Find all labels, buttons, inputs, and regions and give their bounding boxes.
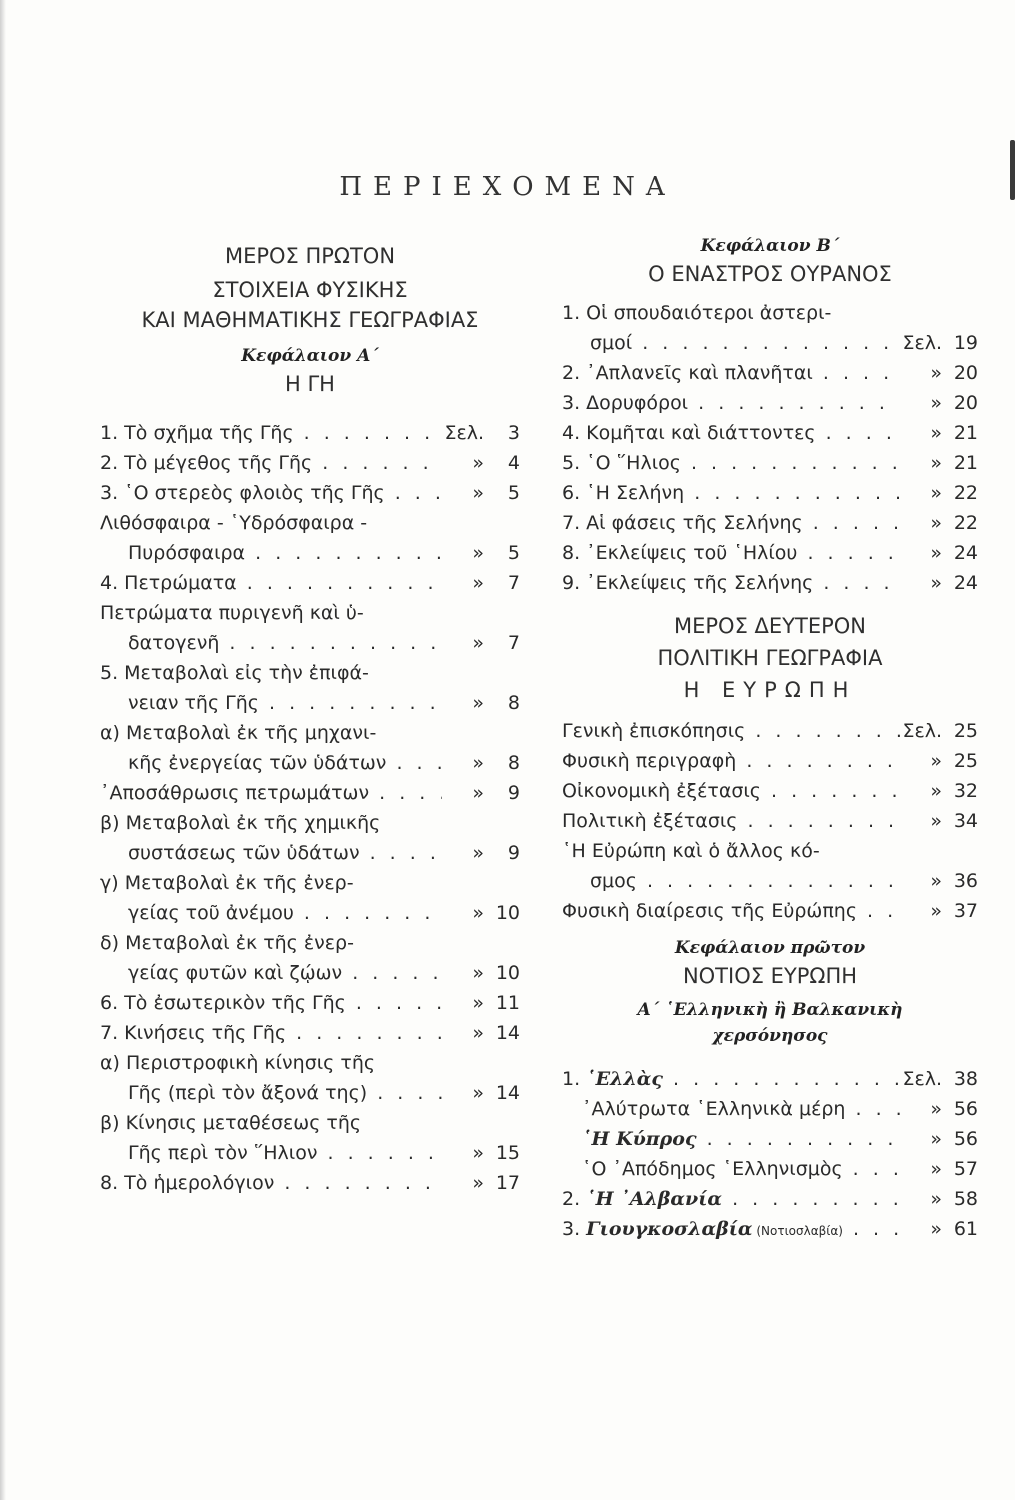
toc-entry-text: ῾Η Κύπρος . . . [582, 1124, 900, 1154]
toc-page-marker: » [930, 810, 942, 832]
toc-page-number: 56 [953, 1128, 978, 1150]
toc-page-marker: » [472, 752, 484, 774]
toc-entry-line: β) Κίνησις μεταθέσεως τῆς [100, 1112, 362, 1134]
part-subtitle-1: ΣΤΟΙΧΕΙΑ ΦΥΣΙΚΗΣ [212, 278, 408, 302]
toc-entry-text: 6. ῾Η Σελήνη . . . [562, 478, 900, 508]
toc-entry-text: 7. Κινήσεις τῆς Γῆς . . . [100, 1018, 442, 1048]
toc-entry [100, 478, 520, 508]
toc-page-marker: » [930, 512, 942, 534]
toc-page-marker: Σελ. [902, 720, 942, 742]
toc-list [562, 716, 978, 926]
toc-page-marker: » [472, 992, 484, 1014]
toc-page-marker: » [930, 542, 942, 564]
toc-page-marker: Σελ. [902, 332, 942, 354]
toc-list [562, 1064, 978, 1246]
toc-page-number: 57 [953, 1158, 978, 1180]
toc-entry [562, 776, 978, 806]
toc-entry [100, 838, 520, 868]
toc-entry-line: α) Μεταβολαὶ ἐκ τῆς μηχανι- [100, 722, 377, 744]
toc-entry-line: Πετρώματα πυριγενῆ καὶ ὑ- [100, 602, 364, 624]
toc-page-number: 17 [495, 1172, 520, 1194]
toc-entry-line: δ) Μεταβολαὶ ἐκ τῆς ἐνερ- [100, 932, 354, 954]
toc-page-number: 20 [953, 392, 978, 414]
toc-page-marker: » [472, 482, 484, 504]
toc-entry [562, 1124, 978, 1154]
toc-page-number: 61 [953, 1218, 978, 1240]
toc-entry-text: 2. ῾Η ᾿Αλβανία . . . [562, 1184, 900, 1214]
toc-page-marker: » [930, 900, 942, 922]
section-a-title-2: χερσόνησος [712, 1026, 828, 1046]
toc-entry [100, 448, 520, 478]
toc-list [562, 298, 978, 598]
toc-page-number: 20 [953, 362, 978, 384]
toc-page-number: 58 [953, 1188, 978, 1210]
toc-entry [100, 688, 520, 718]
toc-entry-text: σμοί . . . [590, 328, 900, 358]
toc-entry [562, 328, 978, 358]
toc-entry [562, 1094, 978, 1124]
toc-page-marker: Σελ. [902, 1068, 942, 1090]
chapter3-label: Κεφάλαιον πρῶτον [674, 938, 866, 958]
part2-title: ΜΕΡΟΣ ΔΕΥΤΕΡΟΝ [674, 614, 866, 638]
toc-entry [100, 958, 520, 988]
page-title: ΠΕΡΙΕΧΟΜΕΝΑ [339, 172, 676, 202]
toc-entry [100, 418, 520, 448]
toc-page-number: 34 [953, 810, 978, 832]
toc-page-marker: » [472, 962, 484, 984]
toc-entry [100, 1138, 520, 1168]
toc-entry-text: Γῆς (περὶ τὸν ἄξονά της) . . . [128, 1078, 442, 1108]
toc-page-number: 24 [953, 542, 978, 564]
toc-entry [562, 716, 978, 746]
toc-entry [562, 866, 978, 896]
toc-page-number: 14 [495, 1082, 520, 1104]
toc-entry [562, 568, 978, 598]
toc-entry-text: γείας τοῦ ἀνέμου . . . [128, 898, 442, 928]
toc-page-number: 7 [507, 572, 520, 594]
toc-entry [100, 1078, 520, 1108]
toc-entry [100, 628, 520, 658]
toc-page-marker: » [930, 572, 942, 594]
toc-entry-text: 5. ῾Ο ῞Ηλιος . . . [562, 448, 900, 478]
toc-page-marker: » [930, 780, 942, 802]
toc-entry [562, 538, 978, 568]
toc-page-marker: » [930, 422, 942, 444]
toc-page-number: 9 [507, 842, 520, 864]
toc-entry [100, 778, 520, 808]
toc-page-marker: » [930, 750, 942, 772]
toc-entry [562, 1184, 978, 1214]
toc-entry-text: σμος . . . [590, 866, 900, 896]
toc-entry [562, 358, 978, 388]
toc-page-number: 36 [953, 870, 978, 892]
chapter-title: Ο ΕΝΑΣΤΡΟΣ ΟΥΡΑΝΟΣ [648, 262, 892, 286]
toc-page-marker: » [472, 1082, 484, 1104]
toc-page-marker: » [472, 632, 484, 654]
toc-entry-text: Οἰκονομικὴ ἐξέτασις . . . [562, 776, 900, 806]
toc-entry [562, 746, 978, 776]
toc-page-number: 4 [507, 452, 520, 474]
toc-page-number: 9 [507, 782, 520, 804]
toc-page-marker: » [930, 1188, 942, 1210]
toc-page-marker: Σελ. [444, 422, 484, 444]
toc-entry-line: 1. Οἱ σπουδαιότεροι ἀστερι- [562, 302, 832, 324]
toc-entry [562, 508, 978, 538]
toc-page-number: 19 [953, 332, 978, 354]
toc-entry [100, 568, 520, 598]
toc-entry-text: 6. Τὸ ἐσωτερικὸν τῆς Γῆς . . . [100, 988, 442, 1018]
toc-entry-text: 3. Γιουγκοσλαβία (Νοτιοσλαβία) . . . [562, 1214, 900, 1246]
toc-entry-text: 9. ᾿Εκλείψεις τῆς Σελήνης . . . [562, 568, 900, 598]
part2-region: Η ΕΥΡΩΠΗ [683, 678, 857, 702]
toc-entry-text: Φυσικὴ περιγραφὴ . . . [562, 746, 900, 776]
toc-entry-line: 5. Μεταβολαὶ εἰς τὴν ἐπιφά- [100, 662, 369, 684]
toc-entry-text: Γενικὴ ἐπισκόπησις . . . [562, 716, 900, 746]
toc-page-marker: » [472, 1172, 484, 1194]
toc-page-number: 8 [507, 752, 520, 774]
toc-page-number: 5 [507, 542, 520, 564]
toc-page-marker: » [472, 452, 484, 474]
toc-entry-text: 8. Τὸ ἡμερολόγιον . . . [100, 1168, 442, 1198]
toc-page-marker: » [930, 1098, 942, 1120]
toc-entry-text: 4. Κομῆται καὶ διάττοντες . . . [562, 418, 900, 448]
page-edge-shadow [0, 0, 6, 1500]
toc-entry-line: α) Περιστροφικὴ κίνησις τῆς [100, 1052, 376, 1074]
section-a-title: Α΄ ῾Ελληνικὴ ἢ Βαλκανικὴ [637, 1000, 903, 1020]
toc-entry [562, 806, 978, 836]
toc-page-number: 7 [507, 632, 520, 654]
toc-page-marker: » [472, 842, 484, 864]
toc-page-number: 32 [953, 780, 978, 802]
part2-subtitle: ΠΟΛΙΤΙΚΗ ΓΕΩΓΡΑΦΙΑ [657, 646, 883, 670]
toc-page-marker: » [472, 572, 484, 594]
toc-entry-text: ῾Ο ᾿Απόδημος ῾Ελληνισμὸς . . . [582, 1154, 900, 1184]
toc-page-marker: » [472, 782, 484, 804]
toc-entry-text: συστάσεως τῶν ὑδάτων . . . [128, 838, 442, 868]
chapter-label: Κεφάλαιον Α΄ [241, 346, 379, 366]
toc-page-marker: » [930, 1128, 942, 1150]
toc-entry-text: κῆς ἐνεργείας τῶν ὑδάτων . . . [128, 748, 442, 778]
toc-page-marker: » [472, 1142, 484, 1164]
toc-entry-text: Πυρόσφαιρα . . . [128, 538, 442, 568]
toc-list [100, 418, 520, 1198]
toc-page-marker: » [930, 1158, 942, 1180]
toc-entry-text: Γῆς περὶ τὸν ῞Ηλιον . . . [128, 1138, 442, 1168]
toc-page-number: 15 [495, 1142, 520, 1164]
toc-entry [562, 448, 978, 478]
toc-entry-text: 1. ῾Ελλὰς . . . [562, 1064, 900, 1094]
toc-entry-line: γ) Μεταβολαὶ ἐκ τῆς ἐνερ- [100, 872, 354, 894]
toc-entry-text: δατογενῆ . . . [128, 628, 442, 658]
toc-page-number: 24 [953, 572, 978, 594]
toc-page-marker: » [930, 1218, 942, 1240]
toc-entry [562, 1154, 978, 1184]
part-title: ΜΕΡΟΣ ΠΡΩΤΟΝ [224, 244, 396, 268]
toc-entry-text: νειαν τῆς Γῆς . . . [128, 688, 442, 718]
toc-page-number: 21 [953, 452, 978, 474]
toc-page-number: 10 [495, 902, 520, 924]
toc-entry-text: Φυσικὴ διαίρεσις τῆς Εὐρώπης . . . [562, 896, 900, 926]
toc-entry [562, 388, 978, 418]
toc-entry [562, 418, 978, 448]
toc-entry [562, 478, 978, 508]
toc-entry-note: (Νοτιοσλαβία) [752, 1224, 843, 1238]
toc-entry [100, 898, 520, 928]
toc-page-number: 14 [495, 1022, 520, 1044]
toc-page-marker: » [472, 1022, 484, 1044]
toc-entry-text: Πολιτικὴ ἐξέτασις . . . [562, 806, 900, 836]
toc-page-marker: » [930, 362, 942, 384]
toc-page-marker: » [930, 392, 942, 414]
toc-page-marker: » [930, 482, 942, 504]
toc-entry [562, 1214, 978, 1246]
toc-entry-text: 3. Δορυφόροι . . . [562, 388, 900, 418]
toc-page-marker: » [930, 870, 942, 892]
toc-entry-line: ῾Η Εὐρώπη καὶ ὁ ἄλλος κό- [562, 840, 820, 862]
toc-entry-line: β) Μεταβολαὶ ἐκ τῆς χημικῆς [100, 812, 381, 834]
toc-page-marker: » [472, 692, 484, 714]
toc-entry [100, 1168, 520, 1198]
toc-page-marker: » [472, 542, 484, 564]
chapter-title: Η ΓΗ [285, 372, 335, 396]
toc-page-number: 22 [953, 512, 978, 534]
toc-page-number: 5 [507, 482, 520, 504]
toc-entry-text: 3. ῾Ο στερεὸς φλοιὸς τῆς Γῆς . . . [100, 478, 442, 508]
toc-page-number: 11 [495, 992, 520, 1014]
toc-entry-text: 8. ᾿Εκλείψεις τοῦ ῾Ηλίου . . . [562, 538, 900, 568]
toc-page-number: 10 [495, 962, 520, 984]
chapter3-title: ΝΟΤΙΟΣ ΕΥΡΩΠΗ [682, 964, 858, 988]
toc-page-number: 3 [507, 422, 520, 444]
toc-entry [100, 538, 520, 568]
toc-page-number: 21 [953, 422, 978, 444]
toc-page-number: 25 [953, 750, 978, 772]
toc-entry-line: Λιθόσφαιρα - ῾Υδρόσφαιρα - [100, 512, 368, 534]
part-subtitle-2: ΚΑΙ ΜΑΘΗΜΑΤΙΚΗΣ ΓΕΩΓΡΑΦΙΑΣ [141, 308, 479, 332]
toc-entry [562, 896, 978, 926]
left-column [100, 236, 520, 1198]
toc-entry-text: 2. ᾿Απλανεῖς καὶ πλανῆται . . . [562, 358, 900, 388]
chapter-label: Κεφάλαιον Β΄ [700, 236, 840, 256]
toc-entry [100, 1018, 520, 1048]
toc-entry-text: 1. Τὸ σχῆμα τῆς Γῆς . . . [100, 418, 442, 448]
toc-entry-text: ᾿Αλύτρωτα ῾Ελληνικὰ μέρη . . . [582, 1094, 900, 1124]
toc-page-number: 38 [953, 1068, 978, 1090]
toc-entry-text: ᾿Αποσάθρωσις πετρωμάτων . . . [100, 778, 442, 808]
toc-entry-text: γείας φυτῶν καὶ ζῴων . . . [128, 958, 442, 988]
toc-page-marker: » [472, 902, 484, 924]
toc-entry [100, 748, 520, 778]
toc-entry-text: 4. Πετρώματα . . . [100, 568, 442, 598]
toc-page-number: 8 [507, 692, 520, 714]
toc-page-number: 56 [953, 1098, 978, 1120]
toc-page-number: 22 [953, 482, 978, 504]
toc-entry [562, 1064, 978, 1094]
toc-page-marker: » [930, 452, 942, 474]
toc-page-number: 25 [953, 720, 978, 742]
toc-entry-text: 2. Τὸ μέγεθος τῆς Γῆς . . . [100, 448, 442, 478]
right-column [562, 236, 978, 1246]
toc-page-number: 37 [953, 900, 978, 922]
toc-entry [100, 988, 520, 1018]
toc-entry-text: 7. Αἱ φάσεις τῆς Σελήνης . . . [562, 508, 900, 538]
